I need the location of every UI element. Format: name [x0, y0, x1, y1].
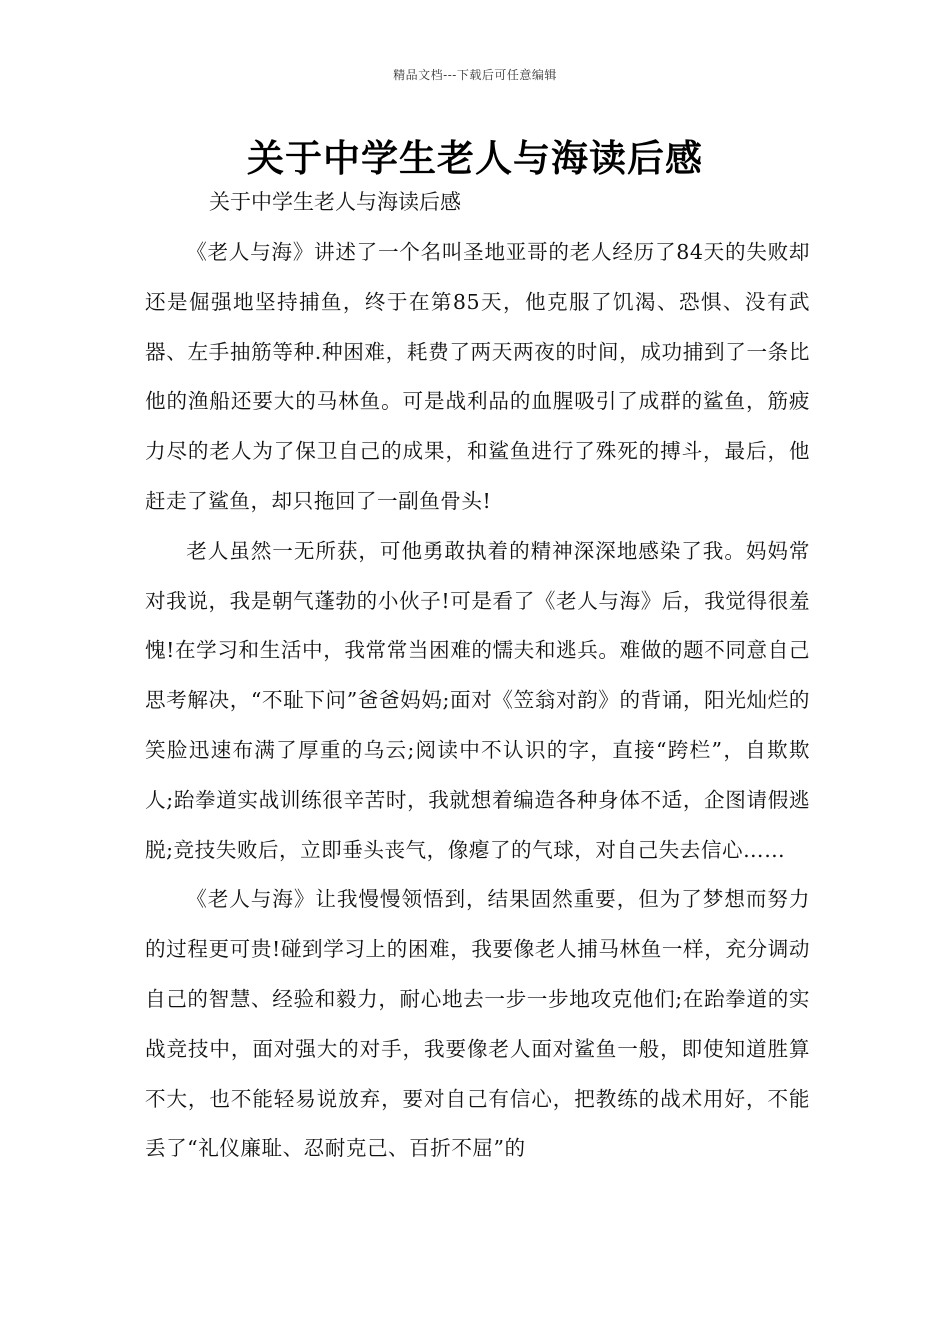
paragraph: 老人虽然一无所获，可他勇敢执着的精神深深地感染了我。妈妈常对我说，我是朝气蓬勃的小伙子!可是看了《老人与海》后，我觉得很羞愧!在学习和生活中，我常常当困难的懦夫和逃兵。难做的题不同意自己思考解决，“不耻下问”爸爸妈妈;面对《笠翁对韵》的背诵，阳光灿烂的笑脸迅速布满了厚重的乌云;阅读中不认识的字，直接“跨栏”，自欺欺人;跆拳道实战训练很辛苦时，我就想着编造各种身体不适，企图请假逃脱;竞技失败后，立即垂头丧气，像瘪了的气球，对自己失去信心…… — [145, 538, 810, 862]
header-note: 精品文档---下载后可任意编辑 — [393, 68, 557, 82]
page-title: 关于中学生老人与海读后感 — [247, 137, 703, 180]
paragraph: 《老人与海》让我慢慢领悟到，结果固然重要，但为了梦想而努力的过程更可贵!碰到学习上的困难，我要像老人捕马林鱼一样，充分调动自己的智慧、经验和毅力，耐心地去一步一步地攻克他们;在跆拳道的实战竞技中，面对强大的对手，我要像老人面对鲨鱼一般，即使知道胜算不大，也不能轻易说放弃，要对自己有信心，把教练的战术用好，不能丢了“礼仪廉耻、忍耐克己、百折不屈”的 — [145, 887, 810, 1161]
body-text — [145, 228, 810, 1174]
paragraph: 《老人与海》讲述了一个名叫圣地亚哥的老人经历了84天的失败却还是倔强地坚持捕鱼，终于在第85天，他克服了饥渴、恐惧、没有武器、左手抽筋等种.种困难，耗费了两天两夜的时间，成功捕到了一条比他的渔船还要大的马林鱼。可是战利品的血腥吸引了成群的鲨鱼，筋疲力尽的老人为了保卫自己的成果，和鲨鱼进行了殊死的搏斗，最后，他赶走了鲨鱼，却只拖回了一副鱼骨头! — [145, 240, 810, 513]
subtitle: 关于中学生老人与海读后感 — [209, 190, 461, 214]
